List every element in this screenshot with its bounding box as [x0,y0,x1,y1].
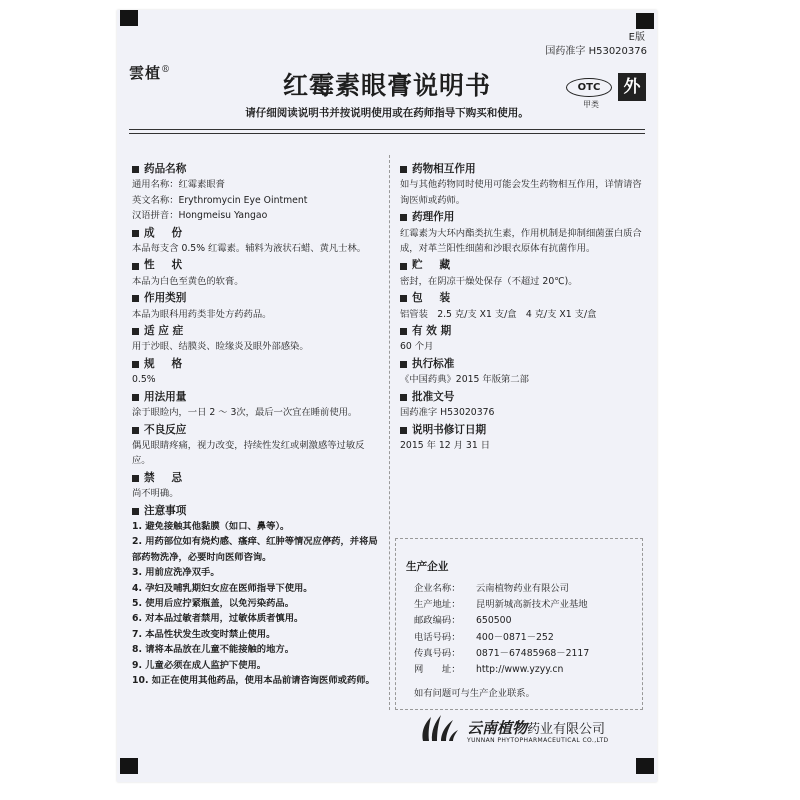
bullet-square-icon [400,361,407,368]
company-name-logo-text: 云南植物药业有限公司 [467,719,606,737]
bullet-square-icon [400,166,407,173]
packaging-text: 铝管装 2.5 克/支 X1 支/盒 4 克/支 X1 支/盒 [400,308,597,320]
bullet-square-icon [132,230,139,237]
dosage-text: 涂于眼睑内，一日 2 ～ 3次，最后一次宜在睡前使用。 [132,407,358,419]
interactions-text: 如与其他药物同时使用可能会发生药物相互作用，详情请咨询医师或药师。 [400,179,642,206]
pharmacology-text: 红霉素为大环内酯类抗生素，作用机制是抑制细菌蛋白质合成，对革兰阳性细菌和沙眼衣原体有抗菌作用。 [400,227,642,255]
section-heading: 成 份 [132,226,382,241]
bullet-square-icon [400,214,407,221]
registration-mark [636,758,654,774]
bullet-square-icon [400,394,407,401]
header-approval-number: 国药准字 H53020376 [545,46,647,57]
usage-notice: 请仔细阅读说明书并按说明使用或在药师指导下购买和使用。 [245,107,529,119]
fax-row: 传真号码： 0871－67485968－2117 [414,647,590,659]
bullet-square-icon [132,166,139,173]
header-rule-2 [129,133,645,134]
postcode-row: 邮政编码： 650500 [414,615,512,627]
section-heading: 注意事项 [132,504,382,519]
page-title: 红霉素眼膏说明书 [282,71,491,100]
bullet-square-icon [400,427,407,434]
website-row: 网 址： http://www.yzyy.cn [414,664,564,676]
indications-text: 用于沙眼、结膜炎、睑缘炎及眼外部感染。 [132,341,309,353]
registration-mark [120,10,138,26]
phone-row: 电话号码： 400－0871－252 [414,631,554,643]
standard-text: 《中国药典》2015 年版第二部 [400,374,529,386]
list-item: 2. 用药部位如有烧灼感、瘙痒、红肿等情况应停药，并将局部药物洗净，必要时向医师咨询。 [132,536,378,563]
section-heading: 说明书修订日期 [400,423,650,438]
otc-category: 甲类 [583,100,599,109]
storage-text: 密封，在阴凉干燥处保存（不超过 20℃)。 [400,275,578,287]
list-item: 7. 本品性状发生改变时禁止使用。 [132,628,276,640]
manufacturer-details [414,581,589,678]
adverse-text: 偶见眼睛疼痛，视力改变，持续性发红或刺激感等过敏反应。 [132,439,365,467]
bullet-square-icon [132,328,139,335]
validity-text: 60 个月 [400,341,434,353]
approval-text: 国药准字 H53020376 [400,407,495,419]
bullet-square-icon [132,295,139,302]
list-item: 9. 儿童必须在成人监护下使用。 [132,659,267,671]
list-item: 1. 避免接触其他黏膜（如口、鼻等）。 [132,520,290,532]
list-item: 6. 对本品过敏者禁用，过敏体质者慎用。 [132,613,304,625]
section-heading: 用法用量 [132,390,382,405]
brand-name: 雲植 [129,64,162,82]
section-heading: 批准文号 [400,390,650,405]
section-heading: 药理作用 [400,210,650,225]
contact-note: 如有问题可与生产企业联系。 [414,688,535,699]
section-heading: 不良反应 [132,423,382,438]
company-name-row: 企业名称： 云南植物药业有限公司 [414,583,569,594]
section-heading: 作用类别 [132,291,382,306]
list-item: 3. 用前应洗净双手。 [132,567,220,579]
english-name: 英文名称：Erythromycin Eye Ointment [132,194,308,206]
bullet-square-icon [132,427,139,434]
spec-text: 0.5% [132,374,156,386]
bullet-square-icon [132,475,139,482]
bullet-square-icon [400,295,407,302]
column-divider [389,155,390,710]
manufacturer-box [395,538,643,710]
pinyin-name: 汉语拼音：Hongmeisu Yangao [132,210,268,222]
list-item: 8. 请将本品放在儿童不能接触的地方。 [132,644,294,656]
section-heading: 有 效 期 [400,324,650,339]
edition-label: E版 [628,32,645,43]
section-heading: 贮 藏 [400,258,650,273]
section-heading: 包 装 [400,291,650,306]
plant-leaf-logo-icon [419,713,459,743]
external-use-badge: 外 [618,73,646,101]
registration-mark [120,758,138,774]
registered-mark: ® [161,65,172,75]
leaflet-sheet [117,10,657,782]
bullet-square-icon [400,328,407,335]
list-item: 10. 如正在使用其他药品，使用本品前请咨询医师或药师。 [132,675,375,686]
bullet-square-icon [132,394,139,401]
appearance-text: 本品为白色至黄色的软膏。 [132,275,244,287]
generic-name: 通用名称：红霉素眼膏 [132,179,225,191]
company-english-name: YUNNAN PHYTOPHARMACEUTICAL CO.,LTD [467,737,609,744]
section-heading: 禁 忌 [132,471,382,486]
manufacturer-heading: 生产企业 [406,561,449,573]
category-text: 本品为眼科用药类非处方药药品。 [132,308,272,320]
section-heading: 适 应 症 [132,324,382,339]
bullet-square-icon [132,263,139,270]
section-heading: 药物相互作用 [400,162,650,177]
registration-mark [636,13,654,29]
header-rule [129,129,645,130]
left-column [132,160,382,688]
revision-date-text: 2015 年 12 月 31 日 [400,439,490,451]
section-heading: 性 状 [132,258,382,273]
list-item: 4. 孕妇及哺乳期妇女应在医师指导下使用。 [132,582,313,594]
composition-text: 本品每支含 0.5% 红霉素。辅料为液状石蜡、黄凡士林。 [132,243,367,255]
bullet-square-icon [132,508,139,515]
otc-badge: OTC [566,78,612,97]
bullet-square-icon [132,361,139,368]
section-heading: 执行标准 [400,357,650,372]
section-heading: 药品名称 [132,162,382,177]
section-heading: 规 格 [132,357,382,372]
bullet-square-icon [400,263,407,270]
contraindications-text: 尚不明确。 [132,488,179,500]
right-column [400,160,650,453]
list-item: 5. 使用后应拧紧瓶盖，以免污染药品。 [132,597,294,609]
address-row: 生产地址： 昆明新城高新技术产业基地 [414,599,588,611]
